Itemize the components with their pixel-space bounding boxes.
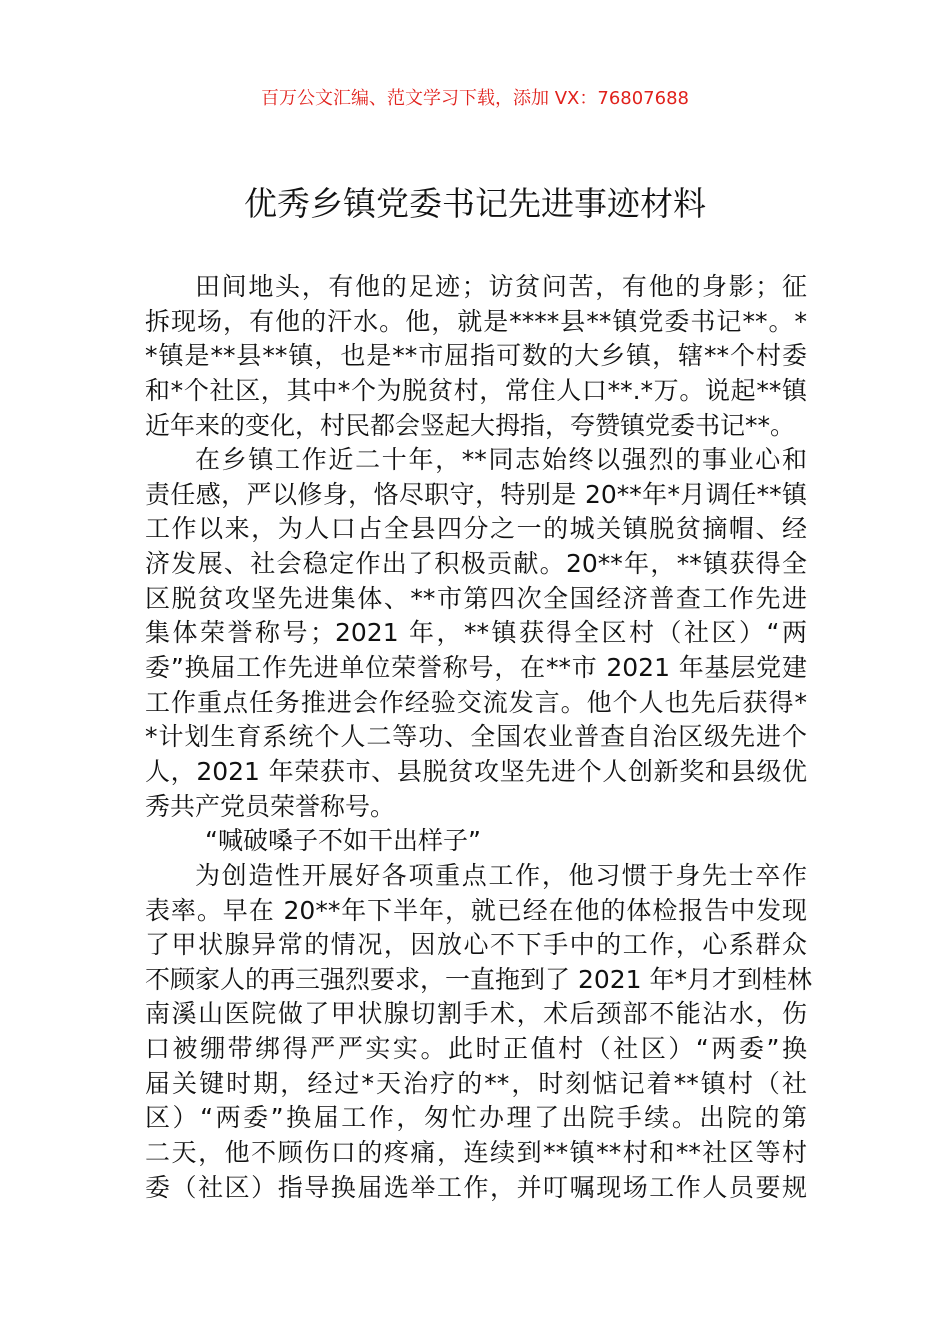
document-title: 优秀乡镇党委书记先进事迹材料 (244, 184, 706, 223)
text-line: 责任感，严以修身，恪尽职守，特别是 20**年*月调任**镇 (145, 479, 807, 509)
paragraph (145, 443, 807, 824)
text-line: 委（社区）指导换届选举工作，并叮嘱现场工作人员要规 (145, 1172, 807, 1202)
text-line: 在乡镇工作近二十年，**同志始终以强烈的事业心和 (195, 445, 807, 475)
text-line: 工作重点任务推进会作经验交流发言。他个人也先后获得* (145, 687, 807, 717)
text-line: 秀共产党员荣誉称号。 (145, 791, 396, 821)
text-line: 口被绷带绑得严严实实。此时正值村（社区）“两委”换 (145, 1034, 807, 1064)
text-line: 济发展、社会稳定作出了积极贡献。20**年，**镇获得全 (145, 549, 807, 579)
text-line: 为创造性开展好各项重点工作，他习惯于身先士卒作 (195, 860, 807, 890)
paragraph (145, 859, 813, 1205)
text-line: 和*个社区，其中*个为脱贫村，常住人口**.*万。说起**镇 (145, 375, 807, 405)
text-line: 近年来的变化，村民都会竖起大拇指，夸赞镇党委书记**。 (145, 410, 796, 440)
text-line: 委”换届工作先进单位荣誉称号，在**市 2021 年基层党建 (145, 653, 807, 683)
text-line: 区脱贫攻坚先进集体、**市第四次全国经济普查工作先进 (145, 583, 807, 613)
text-line: 届关键时期，经过*天治疗的**，时刻惦记着**镇村（社 (145, 1068, 807, 1098)
text-line: 了甲状腺异常的情况，因放心不下手中的工作，心系群众 (145, 930, 807, 960)
text-line: 田间地头，有他的足迹；访贫问苦，有他的身影；征 (195, 272, 807, 301)
header-banner: 百万公文汇编、范文学习下载，添加 VX：76807688 (261, 88, 689, 109)
text-line: 人，2021 年荣获市、县脱贫攻坚先进个人创新奖和县级优 (145, 756, 807, 786)
text-line: *镇是**县**镇，也是**市屈指可数的大乡镇，辖**个村委 (145, 341, 807, 371)
text-line: 区）“两委”换届工作，匆忙办理了出院手续。出院的第 (145, 1103, 807, 1133)
document-body (145, 270, 813, 1205)
text-line: 工作以来，为人口占全县四分之一的城关镇脱贫摘帽、经 (145, 514, 807, 544)
text-line: 拆现场，有他的汗水。他，就是****县**镇党委书记**。* (145, 306, 807, 336)
paragraph (145, 270, 807, 443)
text-line: 不顾家人的再三强烈要求，一直拖到了 2021 年*月才到桂林 (145, 964, 813, 994)
text-line: “喊破嗓子不如干出样子” (205, 826, 481, 856)
text-line: 二天，他不顾伤口的疼痛，连续到**镇**村和**社区等村 (145, 1138, 807, 1168)
text-line: 集体荣誉称号；2021 年，**镇获得全区村（社区）“两 (145, 618, 807, 648)
text-line: *计划生育系统个人二等功、全国农业普查自治区级先进个 (145, 722, 807, 752)
text-line: 表率。早在 20**年下半年，就已经在他的体检报告中发现 (145, 895, 807, 925)
section-heading (145, 824, 807, 859)
text-line: 南溪山医院做了甲状腺切割手术，术后颈部不能沾水，伤 (145, 999, 807, 1029)
